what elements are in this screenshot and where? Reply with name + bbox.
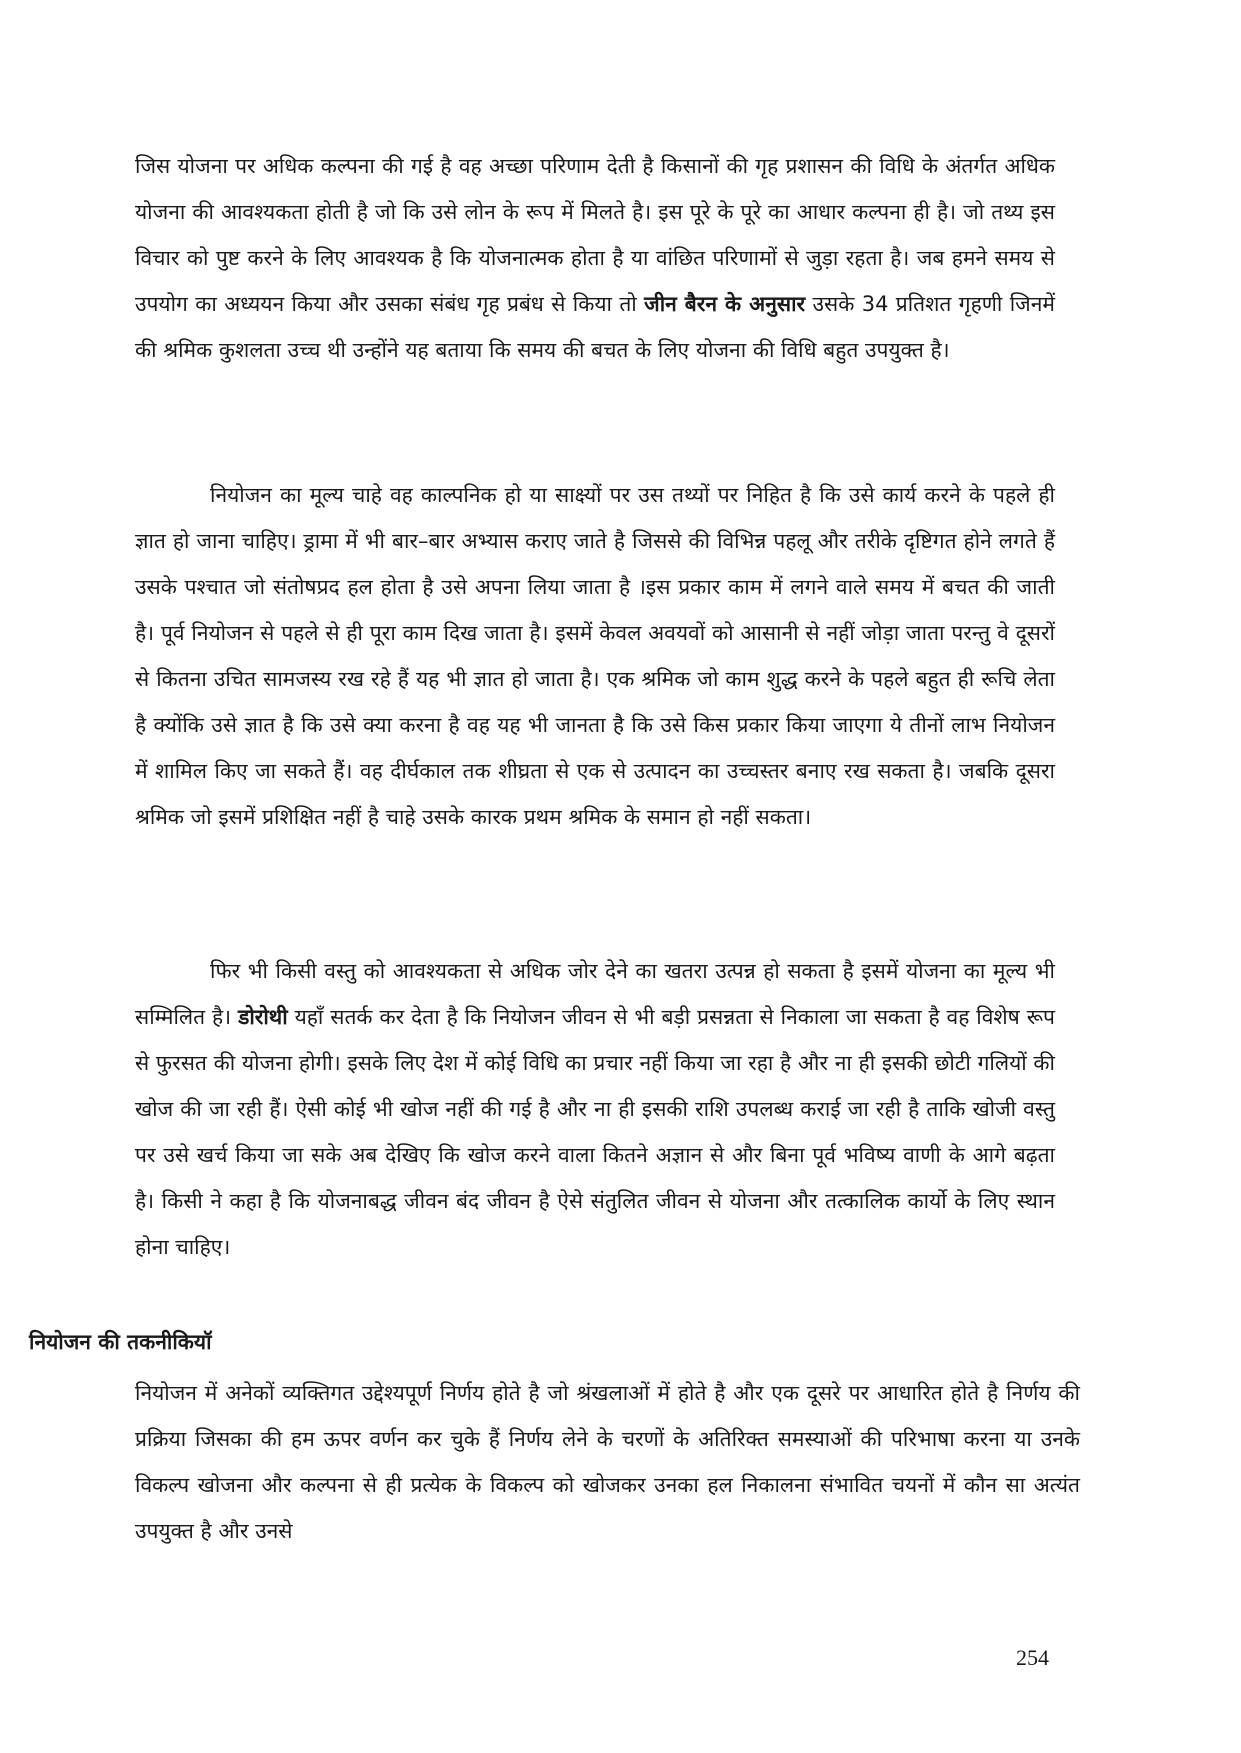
paragraph-4: नियोजन में अनेकों व्यक्तिगत उद्देश्यपूर्ण निर्णय होते है जो श्रंखलाओं में होते है और एक दूसरे पर आधारित होते है निर्णय की प्रक्रिया जिसका की हम ऊपर वर्णन कर चुके हैं निर्णय लेने के चरणों के अतिरिक्त समस्याओं की परिभाषा करना या उनके विकल्प खोजना और कल्पना से ही प्रत्येक के विकल्प को खोजकर उनका हल निकालना संभावित चयनों में कौन सा अत्यंत उपयुक्त है और उनसे xyxy=(135,1381,1080,1543)
section-heading: नियोजन की तकनीकियॉ xyxy=(29,1330,212,1354)
paragraph-1-text-end: उसके 34 प्रतिशत गृहणी जिनमें की श्रमिक कुशलता उच्च थी उन्होंने यह बताया कि समय की बचत के लिए योजना की विधि बहुत उपयुक्त है। xyxy=(135,292,1055,362)
paragraph-3 xyxy=(135,948,1055,1270)
page-number: 254 xyxy=(1016,1645,1049,1670)
author-reference-jean-baron: जीन बैरन के अनुसार xyxy=(644,292,806,316)
paragraph-3-text-end: यहाँ सतर्क कर देता है कि नियोजन जीवन से भी बड़ी प्रसन्नता से निकाला जा सकता है वह विशेष रूप से फुरसत की योजना होगी। इसके लिए देश में कोई विधि का प्रचार नहीं किया जा रहा है और ना ही इसकी छोटी गलियों की खोज की जा रही हैं। ऐसी कोई भी खोज नहीं की गई है और ना ही इसकी राशि उपलब्ध कराई जा रही है ताकि खोजी वस्तु पर उसे खर्च किया जा सके अब देखिए कि खोज करने वाला कितने अज्ञान से और बिना पूर्व भविष्य वाणी के आगे बढ़ता है। किसी ने कहा है कि योजनाबद्ध जीवन बंद जीवन है ऐसे संतुलित जीवन से योजना और तत्कालिक कार्यो के लिए स्थान होना चाहिए। xyxy=(135,1005,1055,1259)
paragraph-1 xyxy=(135,143,1055,373)
paragraph-3-text-start: फिर भी किसी वस्तु को आवश्यकता से अधिक जोर देने का खतरा उत्पन्न हो सकता है इसमें योजना का मूल्य भी सम्मिलित है। xyxy=(135,959,1055,1029)
author-reference-dorothy: डोरोथी xyxy=(238,1005,288,1029)
paragraph-1-text-start: जिस योजना पर अधिक कल्पना की गई है वह अच्छा परिणाम देती है किसानों की गृह प्रशासन की विधि के अंतर्गत अधिक योजना की आवश्यकता होती है जो कि उसे लोन के रूप में मिलते है। इस पूरे के पूरे का आधार कल्पना ही है। जो तथ्य इस विचार को पुष्ट करने के लिए आवश्यक है कि योजनात्मक होता है या वांछित परिणामों से जुड़ा रहता है। जब हमने समय से उपयोग का अध्ययन किया और उसका संबंध गृह प्रबंध से किया तो xyxy=(135,154,1055,316)
paragraph-2: नियोजन का मूल्य चाहे वह काल्पनिक हो या साक्ष्यों पर उस तथ्यों पर निहित है कि उसे कार्य करने के पहले ही ज्ञात हो जाना चाहिए। ड्रामा में भी बार–बार अभ्यास कराए जाते है जिससे की विभिन्न पहलू और तरीके दृष्टिगत होने लगते हैं उसके पश्चात जो संतोषप्रद हल होता है उसे अपना लिया जाता है ।इस प्रकार काम में लगने वाले समय में बचत की जाती है। पूर्व नियोजन से पहले से ही पूरा काम दिख जाता है। इसमें केवल अवयवों को आसानी से नहीं जोड़ा जाता परन्तु वे दूसरों से कितना उचित सामजस्य रख रहे हैं यह भी ज्ञात हो जाता है। एक श्रमिक जो काम शुद्ध करने के पहले बहुत ही रूचि लेता है क्योंकि उसे ज्ञात है कि उसे क्या करना है वह यह भी जानता है कि उसे किस प्रकार किया जाएगा ये तीनों लाभ नियोजन में शामिल किए जा सकते हैं। वह दीर्घकाल तक शीघ्रता से एक से उत्पादन का उच्चस्तर बनाए रख सकता है। जबकि दूसरा श्रमिक जो इसमें प्रशिक्षित नहीं है चाहे उसके कारक प्रथम श्रमिक के समान हो नहीं सकता। xyxy=(135,483,1055,829)
